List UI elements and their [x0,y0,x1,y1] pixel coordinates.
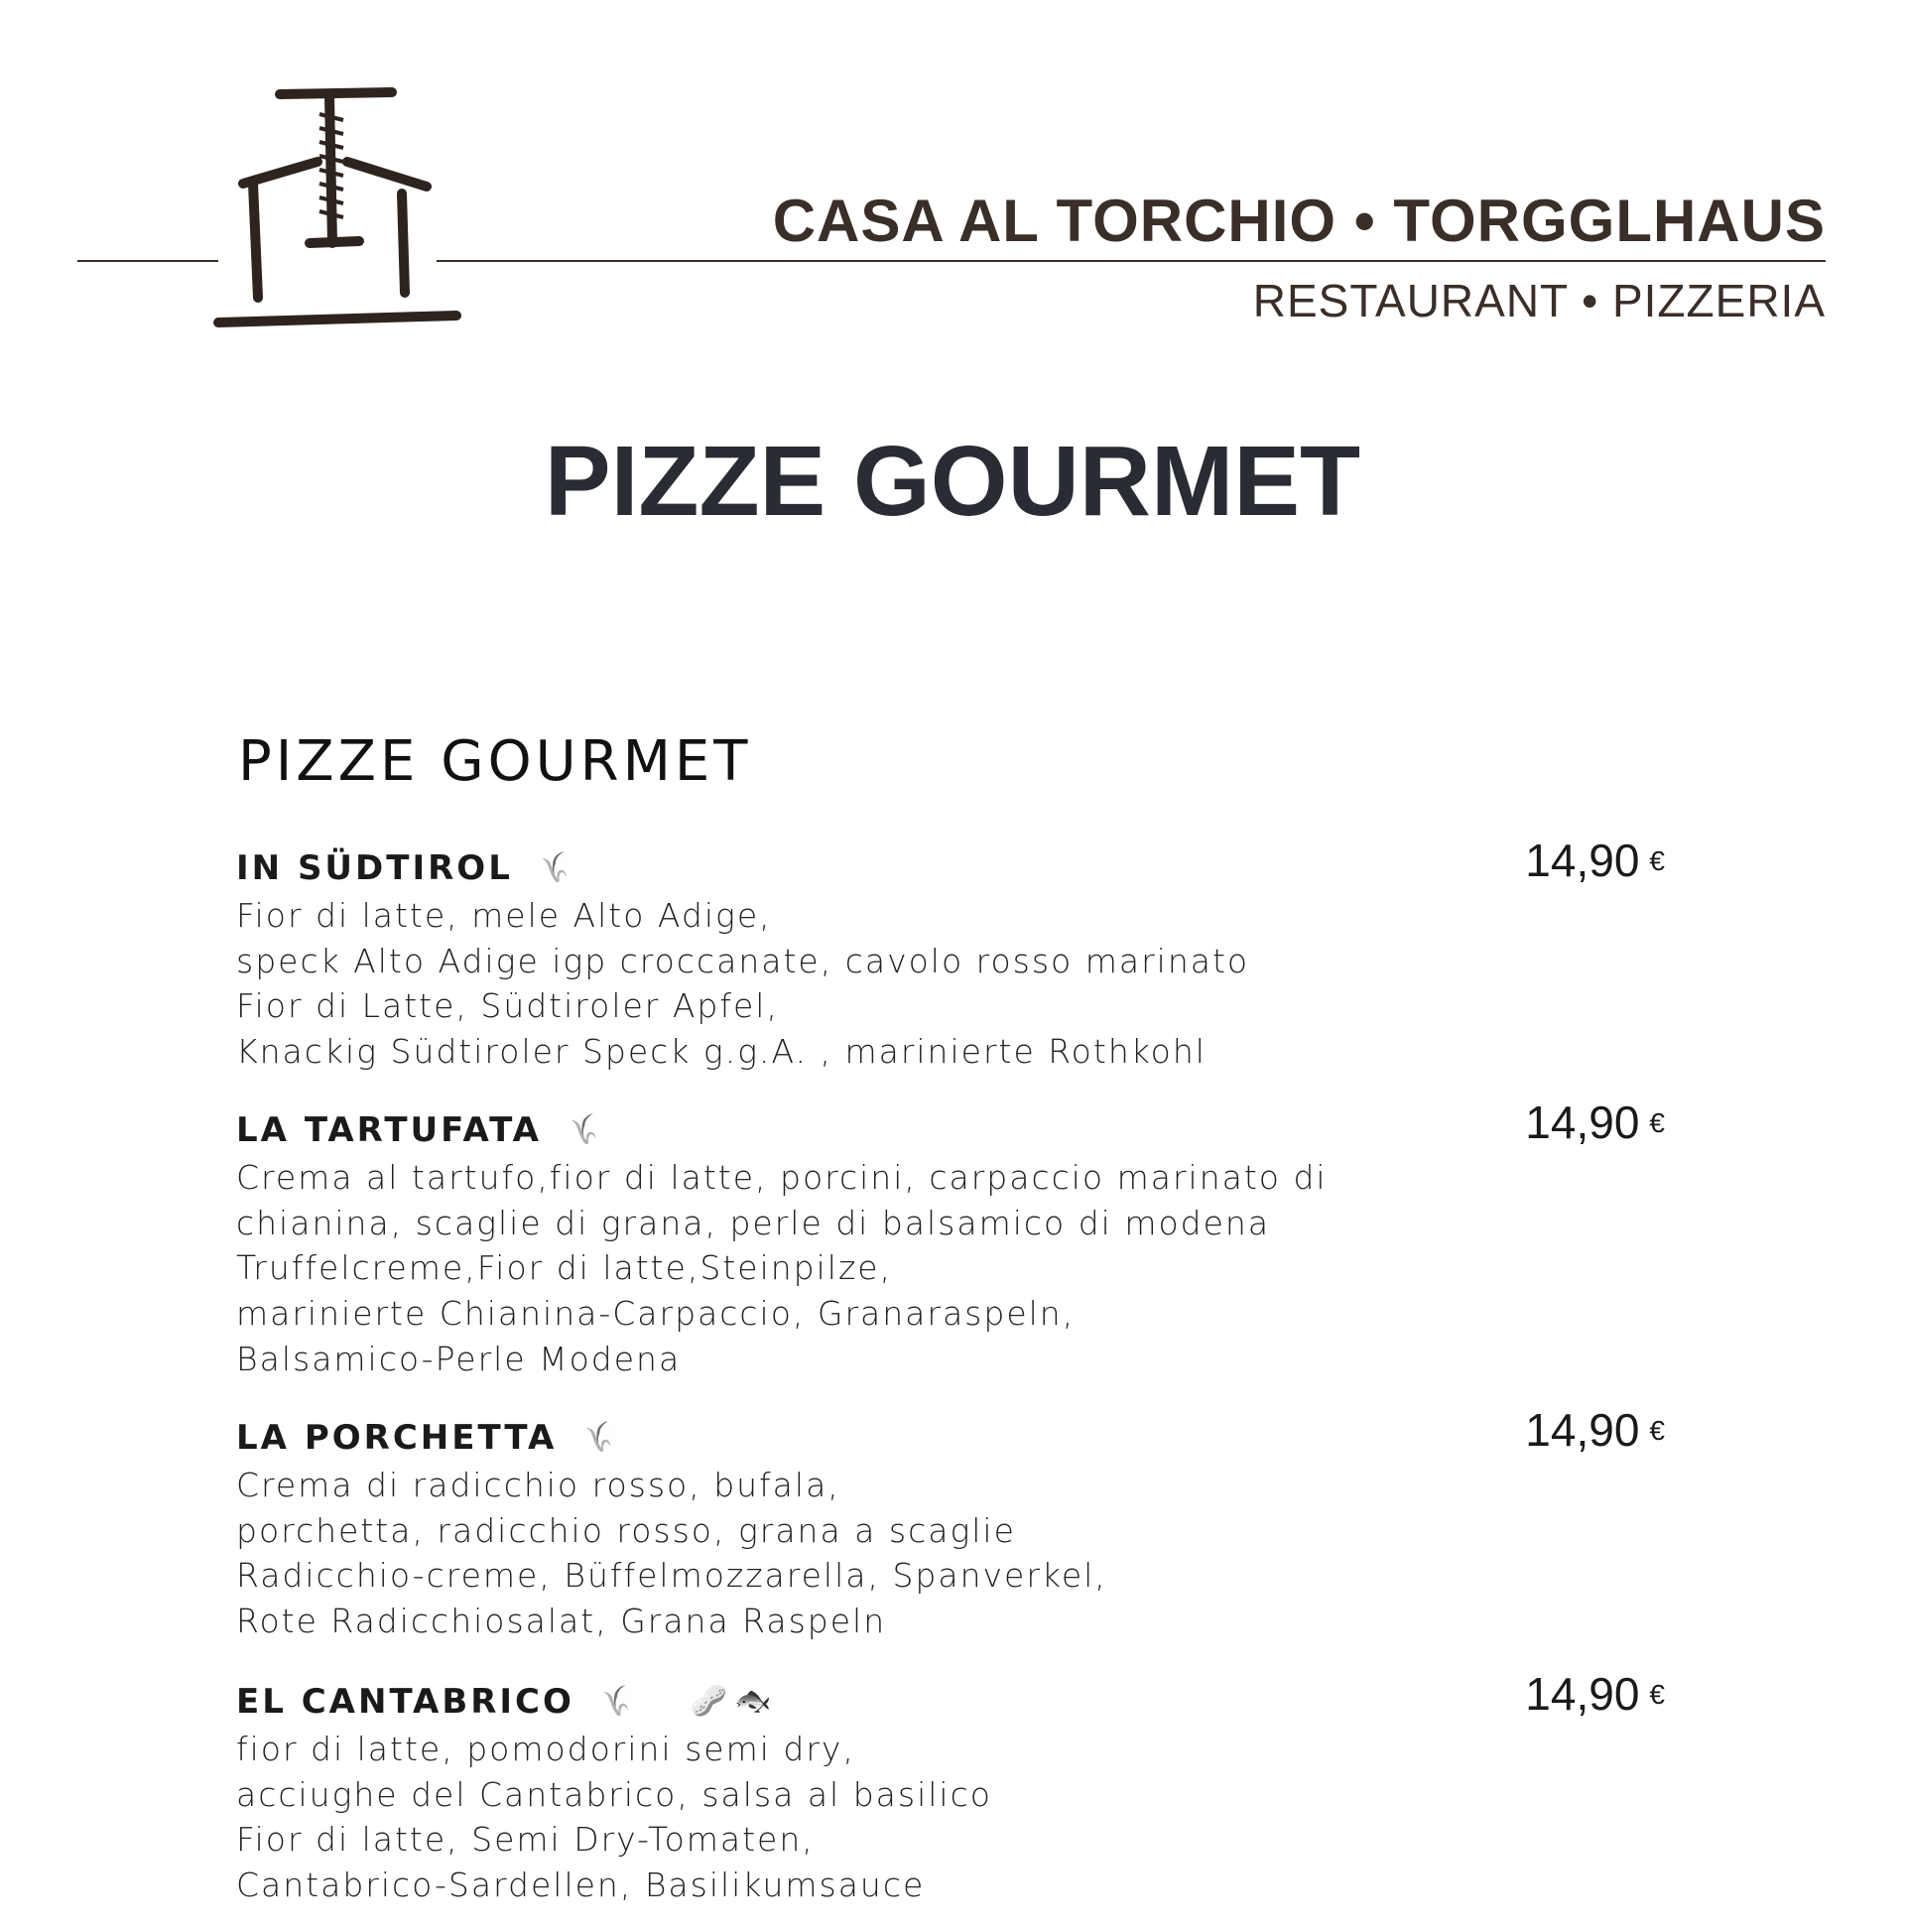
item-description-line: Fior di Latte, Südtiroler Apfel, [236,986,779,1026]
item-description [236,1155,1665,1382]
nuts-icon: 🥜 [690,1684,730,1719]
fish-icon: 🐟 [734,1684,775,1719]
menu-item [236,1668,1665,1908]
header-rule-right [437,260,1826,262]
price-value: 14,90 [1525,1096,1640,1148]
item-description-line: chianina, scaglie di grana, perle di balsamico di modena [236,1203,1271,1242]
gluten-icon: 🌾 [601,1684,643,1719]
item-description-line: Radicchio-creme, Büffelmozzarella, Spanverkel, [236,1556,1107,1596]
gluten-icon: 🌾 [570,1112,610,1147]
currency-symbol: € [1649,845,1665,876]
item-description-line: Fior di latte, Semi Dry-Tomaten, [236,1820,815,1860]
lactose-icon: 🥛 [584,850,625,885]
item-description-line: porchetta, radicchio rosso, grana a scaglie [236,1510,1016,1550]
item-name: EL CANTABRICO [236,1682,574,1722]
item-description-line: fior di latte, pomodorini semi dry, [236,1730,855,1768]
item-price [1525,1095,1665,1149]
item-description-line: Cantabrico-Sardellen, Basilikumsauce [236,1866,926,1905]
item-description-line: Knackig Südtiroler Speck g.g.A. , marinierte Rothkohl [236,1032,1206,1072]
item-description-line: speck Alto Adige igp croccanate, cavolo rosso marinato [236,941,1250,980]
menu-item [236,1096,1665,1382]
item-description-line: Rote Radicchiosalat, Grana Raspeln [236,1602,887,1641]
item-description-line: Crema al tartufo,fior di latte, porcini, carpaccio marinato di [236,1158,1328,1197]
lactose-icon: 🥛 [628,1420,670,1455]
menu-item [236,1404,1665,1644]
brand-name: CASA AL TORCHIO • TORGGLHAUS [772,188,1826,254]
item-name: IN SÜDTIROL [236,848,513,888]
price-value: 14,90 [1525,835,1640,886]
allergen-icons [540,850,625,885]
item-description-line: Fior di latte, mele Alto Adige, [236,896,772,935]
item-price [1525,1667,1665,1721]
lactose-icon: 🥛 [613,1112,654,1147]
price-value: 14,90 [1525,1668,1640,1720]
menu-item [236,835,1665,1075]
item-description [236,893,1665,1075]
header-rule-left [77,260,218,262]
item-price [1525,1403,1665,1457]
item-description-line: Truffelcreme,Fior di latte,Steinpilze, [236,1248,893,1288]
allergen-icons [584,1420,670,1455]
item-price [1525,834,1665,887]
item-description [236,1463,1665,1644]
allergen-icons [570,1112,654,1147]
page-title: PIZZE GOURMET [544,426,1361,537]
brand-subtitle: RESTAURANT • PIZZERIA [1252,275,1826,326]
currency-symbol: € [1649,1107,1665,1138]
lactose-icon: 🥛 [646,1684,687,1719]
currency-symbol: € [1649,1415,1665,1446]
item-name: LA TARTUFATA [236,1110,542,1150]
gluten-icon: 🌾 [540,850,581,885]
currency-symbol: € [1649,1679,1665,1710]
gluten-icon: 🌾 [584,1420,625,1455]
item-description-line: Balsamico-Perle Modena [236,1339,682,1378]
item-description-line: acciughe del Cantabrico, salsa al basilico [236,1774,992,1814]
price-value: 14,90 [1525,1404,1640,1456]
section-title: PIZZE GOURMET [238,729,752,794]
item-name: LA PORCHETTA [236,1418,558,1458]
item-description [236,1727,1665,1908]
wine-press-house-logo [198,84,466,332]
item-description-line: Crema di radicchio rosso, bufala, [236,1466,840,1504]
item-description-line: marinierte Chianina-Carpaccio, Granaraspeln, [236,1294,1076,1334]
allergen-icons [601,1684,775,1719]
